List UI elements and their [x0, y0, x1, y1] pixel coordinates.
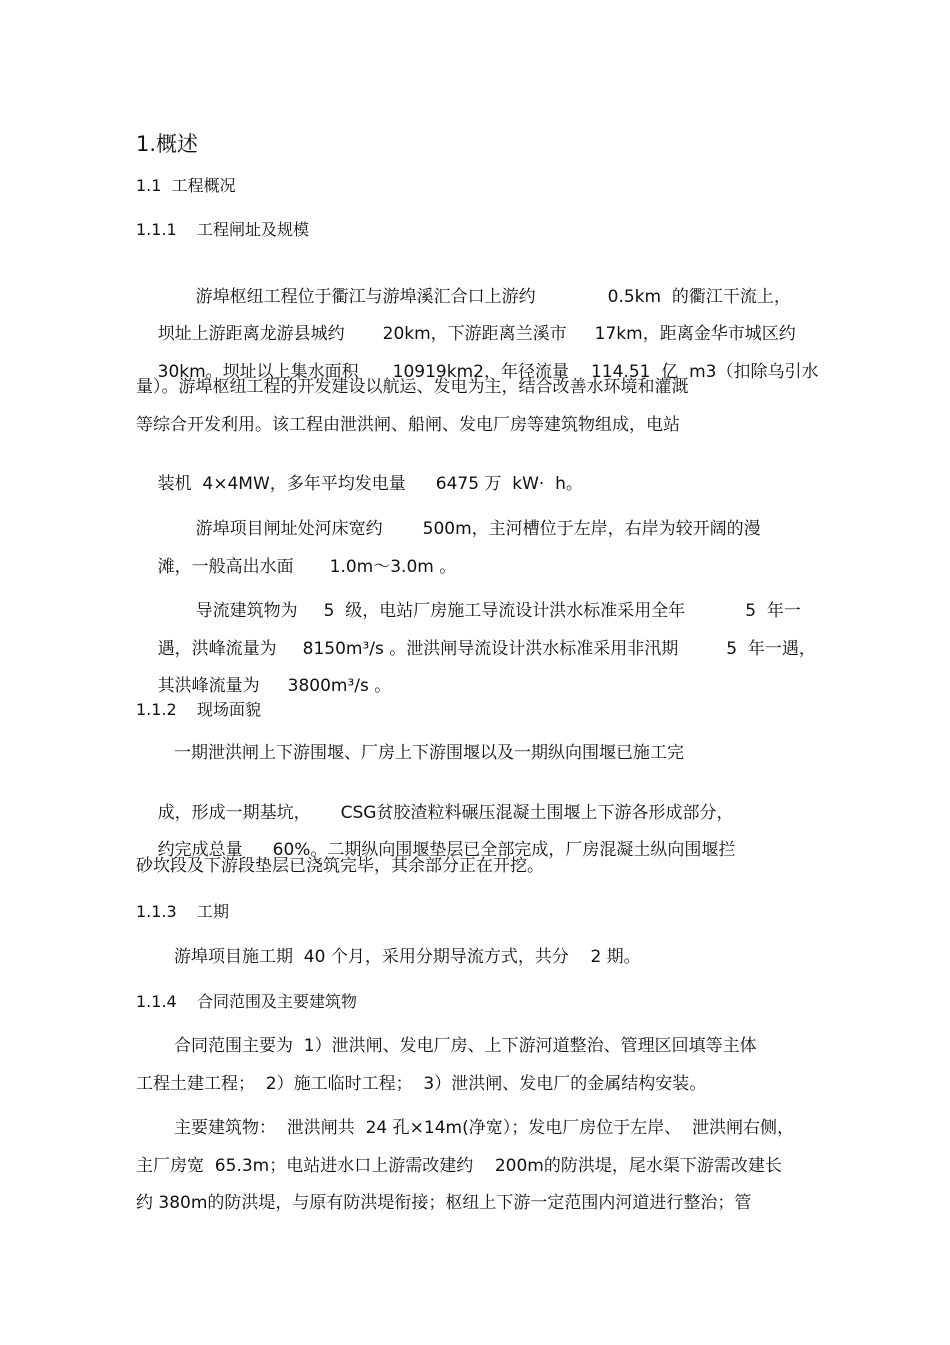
text-segment: 30km。坝址以上集水面积 [157, 362, 359, 382]
text-segment: 5 级，电站厂房施工导流设计洪水标准采用全年 [323, 601, 686, 621]
text-segment: 1.0m～3.0m 。 [329, 557, 457, 577]
text-segment: 其洪峰流量为 [157, 676, 260, 696]
text-segment: 17km，距离金华市城区约 [594, 324, 796, 344]
text-segment: 5 年一遇， [726, 639, 816, 659]
text-segment: 遇，洪峰流量为 [157, 639, 277, 659]
text-segment: 500m，主河槽位于左岸，右岸为较开阔的漫 [422, 519, 761, 539]
text-segment: 约完成总量 [157, 840, 243, 860]
subsection-heading-contract-scope: 1.1.4 合同范围及主要建筑物 [136, 992, 358, 1011]
text-segment: 装机 4×4MW，多年平均发电量 [157, 474, 406, 494]
subsection-heading-schedule: 1.1.3 工期 [136, 902, 230, 921]
text-segment: 6475 万 kW· h。 [435, 474, 583, 494]
text-segment: 游埠枢纽工程位于衢江与游埠溪汇合口上游约 [195, 287, 536, 307]
text-segment: 60%。二期纵向围堰垫层已全部完成，厂房混凝土纵向围堰拦 [272, 840, 736, 860]
text-segment: 游埠项目闸址处河床宽约 [195, 519, 383, 539]
text-segment: 3800m³/s 。 [287, 676, 392, 696]
section-heading: 1.1 工程概况 [136, 176, 236, 195]
text-segment: 8150m³/s 。泄洪闸导流设计洪水标准采用非汛期 [302, 639, 679, 659]
text-segment: 10919km2，年径流量 [392, 362, 569, 382]
paragraph-line: 等综合开发利用。该工程由泄洪闸、船闸、发电厂房等建筑物组成，电站 [136, 415, 680, 435]
text-segment: 滩，一般高出水面 [157, 557, 294, 577]
text-segment: 导流建筑物为 [195, 601, 298, 621]
text-segment: 成，形成一期基坑， [157, 803, 311, 823]
text-segment: 坝址上游距离龙游县城约 [157, 324, 345, 344]
paragraph-line: 合同范围主要为 1）泄洪闸、发电厂房、上下游河道整治、管理区回填等主体 [174, 1036, 757, 1056]
paragraph-line: 工程土建工程； 2）施工临时工程； 3）泄洪闸、发电厂的金属结构安装。 [136, 1074, 707, 1094]
paragraph-line: 主厂房宽 65.3m；电站进水口上游需改建约 200m的防洪堤，尾水渠下游需改建长 [136, 1156, 782, 1176]
text-segment: 20km，下游距离兰溪市 [382, 324, 567, 344]
text-segment: 5 年一 [745, 601, 801, 621]
text-segment: CSG贫胶渣粒料碾压混凝土围堰上下游各形成部分， [340, 803, 734, 823]
paragraph-line: 主要建筑物： 泄洪闸共 24 孔×14m(净宽）；发电厂房位于左岸、 泄洪闸右侧， [174, 1118, 795, 1138]
paragraph-line: 一期泄洪闸上下游围堰、厂房上下游围堰以及一期纵向围堰已施工完 [174, 743, 684, 763]
paragraph-line: 砂坎段及下游段垫层已浇筑完毕，其余部分正在开挖。 [136, 856, 544, 876]
paragraph-line: 游埠项目施工期 40 个月，采用分期导流方式，共分 2 期。 [174, 947, 641, 967]
text-segment: 0.5km 的衢江干流上， [607, 287, 791, 307]
paragraph-line: 量）。游埠枢纽工程的开发建设以航运、发电为主，结合改善水环境和灌溉 [136, 377, 689, 397]
subsection-heading-site-status: 1.1.2 现场面貌 [136, 700, 262, 719]
subsection-heading-site-scale: 1.1.1 工程闸址及规模 [136, 220, 310, 239]
text-segment: 114.51 亿 m3（扣除乌引水 [590, 362, 819, 382]
paragraph-line: 约 380m的防洪堤，与原有防洪堤衔接；枢纽上下游一定范围内河道进行整治；管 [136, 1193, 752, 1213]
chapter-heading: 1.概述 [136, 132, 199, 156]
